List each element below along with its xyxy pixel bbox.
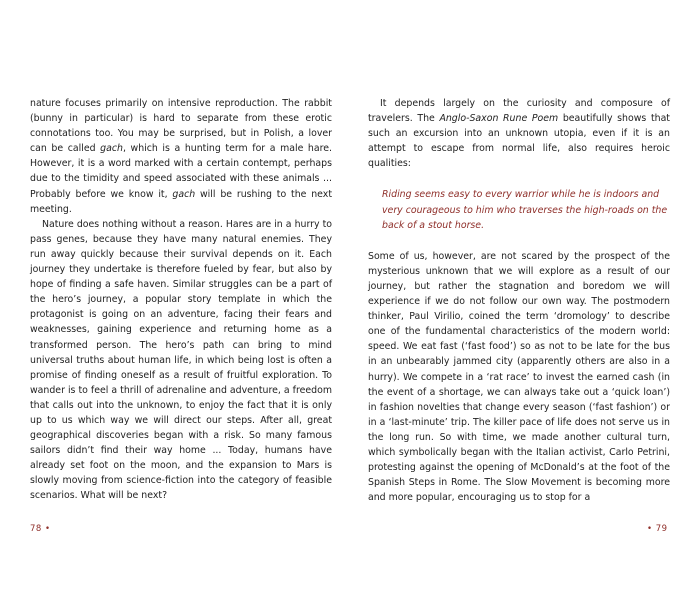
left-paragraph-2: Nature does nothing without a reason. Hares are in a hurry to pass genes, because they have many natural enemies. They run away quickly because their survival depends on it. Each journey they undertake is therefore fueled by fear, but also by hope of finding a safe haven. Similar struggles can be a part of the hero’s journey, a popular story template in which the protagonist is going on an adventure, facing their fears and weaknesses, gaining experience and returning home as a transformed person. The hero’s path can bring to mind universal truths about human life, in which being lost is often a promise of finding oneself as a result of fruitful exploration. To wander is to feel a thrill of adrenaline and adventure, a freedom that calls out into the unknown, to enjoy the fact that it is only up to us which way we will direct our steps. After all, great geographical discoveries began with a risk. So many famous sailors didn’t find their way home ... Today, humans have already set foot on the moon, and the expansion to Mars is slowly moving from science-fiction into the category of feasible scenarios. What will be next? (30, 218, 332, 502)
bullet-icon: • (647, 524, 653, 534)
page-number-right (647, 524, 668, 534)
block-quote: Riding seems easy to every warrior while he is indoors and very courageous to him who traverses the high-roads on the back of a stout horse. (382, 189, 668, 231)
right-page (368, 96, 670, 505)
text-run: beautifully shows that such an excursion into an unknown utopia, even if it is an attempt to escape from normal life, also requires heroic qualities: (368, 113, 670, 170)
right-paragraph-2: Some of us, however, are not scared by the prospect of the mysterious unknown that we will explore as a result of our journey, but rather the stagnation and boredom we will experience if we do not follow our own way. The postmodern thinker, Paul Virilio, coined the term ‘dromology’ to describe one of the fundamental characteristics of the modern world: speed. We eat fast (‘fast food’) so as not to be late for the bus in an unbearably jammed city (apparently others are also in a hurry). We compete in a ‘rat race’ to invest the earned cash (in the event of a shortage, we can always take out a ‘quick loan’) in fashion novelties that change every season (‘fast fashion’) or in a ‘last-minute’ trip. The killer pace of life does not serve us in the long run. So with time, we made another cultural turn, which symbolically began with the Italian activist, Carlo Petrini, protesting against the opening of McDonald’s at the foot of the Spanish Steps in Rome. The Slow Movement is becoming more and more popular, encouraging us to stop for a (368, 250, 670, 504)
text-run: nature focuses primarily on intensive reproduction. The rabbit (bunny in particular) is hard to separate from these erotic connotations too. You may be surprised, but in Polish, a lover can be called (30, 98, 332, 155)
bullet-icon: • (45, 524, 51, 534)
page-number-value: 78 (30, 524, 42, 534)
page-number-left (30, 524, 51, 534)
italic-word: gach (172, 188, 196, 200)
left-paragraph-1 (30, 96, 332, 217)
italic-word: gach (100, 143, 123, 155)
left-page (30, 96, 332, 504)
text-run: It depends largely on the curiosity and composure of travelers. The (368, 98, 670, 125)
page-number-value: 79 (655, 524, 668, 534)
text-run: will be rushing to the next meeting. (30, 188, 332, 215)
text-run: , which is a hunting term for a male hare. However, it is a word marked with a certain contempt, perhaps due to the timidity and speed associated with these animals ... Probably before we know it, (30, 143, 333, 200)
italic-title: Anglo-Saxon Rune Poem (439, 113, 559, 125)
right-paragraph-1 (368, 96, 670, 171)
